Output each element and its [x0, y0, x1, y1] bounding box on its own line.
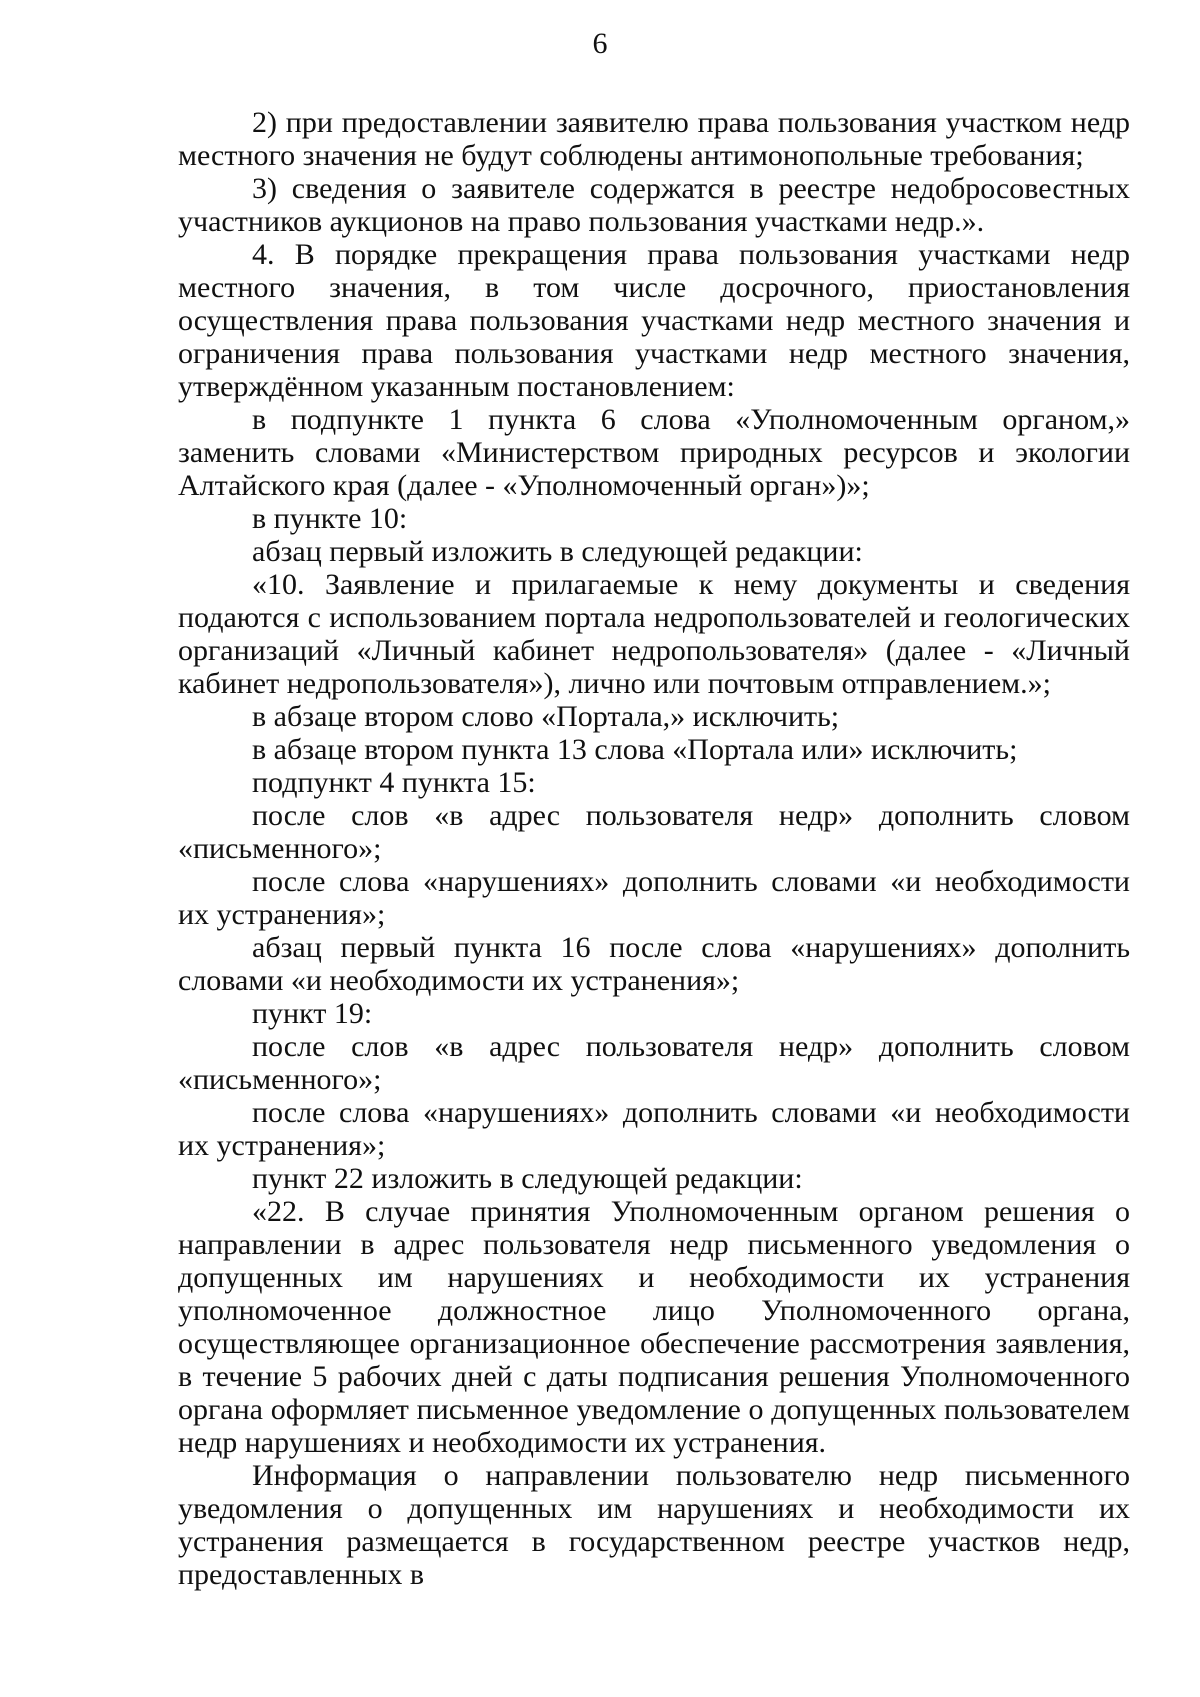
paragraph-point-10-heading: в пункте 10:: [252, 502, 408, 535]
paragraph-information: Информация о направлении пользователю недр письменного уведомления о допущенных им нарушениях и необходимости их устранения размещается в государственном реестре участков недр, предоставленных в: [178, 1459, 1130, 1591]
paragraph-point-22-new-text: «22. В случае принятия Уполномоченным органом решения о направлении в адрес пользователя недр письменного уведомления о допущенных им нарушениях и необходимости их устранения уполномоченное должностное лицо Уполномоченного органа, осуществляющее организационное обеспечение рассмотрения заявления, в течение 5 рабочих дней с даты подписания решения Уполномоченного органа оформляет письменное уведомление о допущенных пользователем недр нарушениях и необходимости их устранения.: [178, 1195, 1130, 1459]
page-number: 6: [592, 27, 608, 60]
paragraph-point-19-change-2: после слова «нарушениях» дополнить словами «и необходимости их устранения»;: [178, 1096, 1130, 1162]
document-body: [178, 106, 1130, 1591]
paragraph-point-19-heading: пункт 19:: [252, 997, 373, 1030]
paragraph-point-10-second-abzac: в абзаце втором слово «Портала,» исключить;: [252, 700, 840, 733]
paragraph-item-2: 2) при предоставлении заявителю права пользования участком недр местного значения не будут соблюдены антимонопольные требования;: [178, 106, 1130, 172]
paragraph-point-19-change-1: после слов «в адрес пользователя недр» дополнить словом «письменного»;: [178, 1030, 1130, 1096]
paragraph-point-6-change: в подпункте 1 пункта 6 слова «Уполномоченным органом,» заменить словами «Министерством природных ресурсов и экологии Алтайского края (далее - «Уполномоченный орган»)»;: [178, 403, 1130, 502]
paragraph-point-15-change-2: после слова «нарушениях» дополнить словами «и необходимости их устранения»;: [178, 865, 1130, 931]
paragraph-point-16-change: абзац первый пункта 16 после слова «нарушениях» дополнить словами «и необходимости их устранения»;: [178, 931, 1130, 997]
paragraph-point-13-change: в абзаце втором пункта 13 слова «Портала или» исключить;: [252, 733, 1018, 766]
paragraph-point-22-heading: пункт 22 изложить в следующей редакции:: [252, 1162, 803, 1195]
paragraph-point-10-new-text: «10. Заявление и прилагаемые к нему документы и сведения подаются с использованием портала недропользователей и геологических организаций «Личный кабинет недропользователя» (далее - «Личный кабинет недропользователя»), лично или почтовым отправлением.»;: [178, 568, 1130, 700]
paragraph-point-15-change-1: после слов «в адрес пользователя недр» дополнить словом «письменного»;: [178, 799, 1130, 865]
paragraph-section-4-intro: 4. В порядке прекращения права пользования участками недр местного значения, в том числе досрочного, приостановления осуществления права пользования участками недр местного значения и ограничения права пользования участками недр местного значения, утверждённом указанным постановлением:: [178, 238, 1130, 403]
paragraph-point-10-first-abzac: абзац первый изложить в следующей редакции:: [252, 535, 863, 568]
paragraph-item-3: 3) сведения о заявителе содержатся в реестре недобросовестных участников аукционов на право пользования участками недр.».: [178, 172, 1130, 238]
paragraph-point-15-heading: подпункт 4 пункта 15:: [252, 766, 536, 799]
